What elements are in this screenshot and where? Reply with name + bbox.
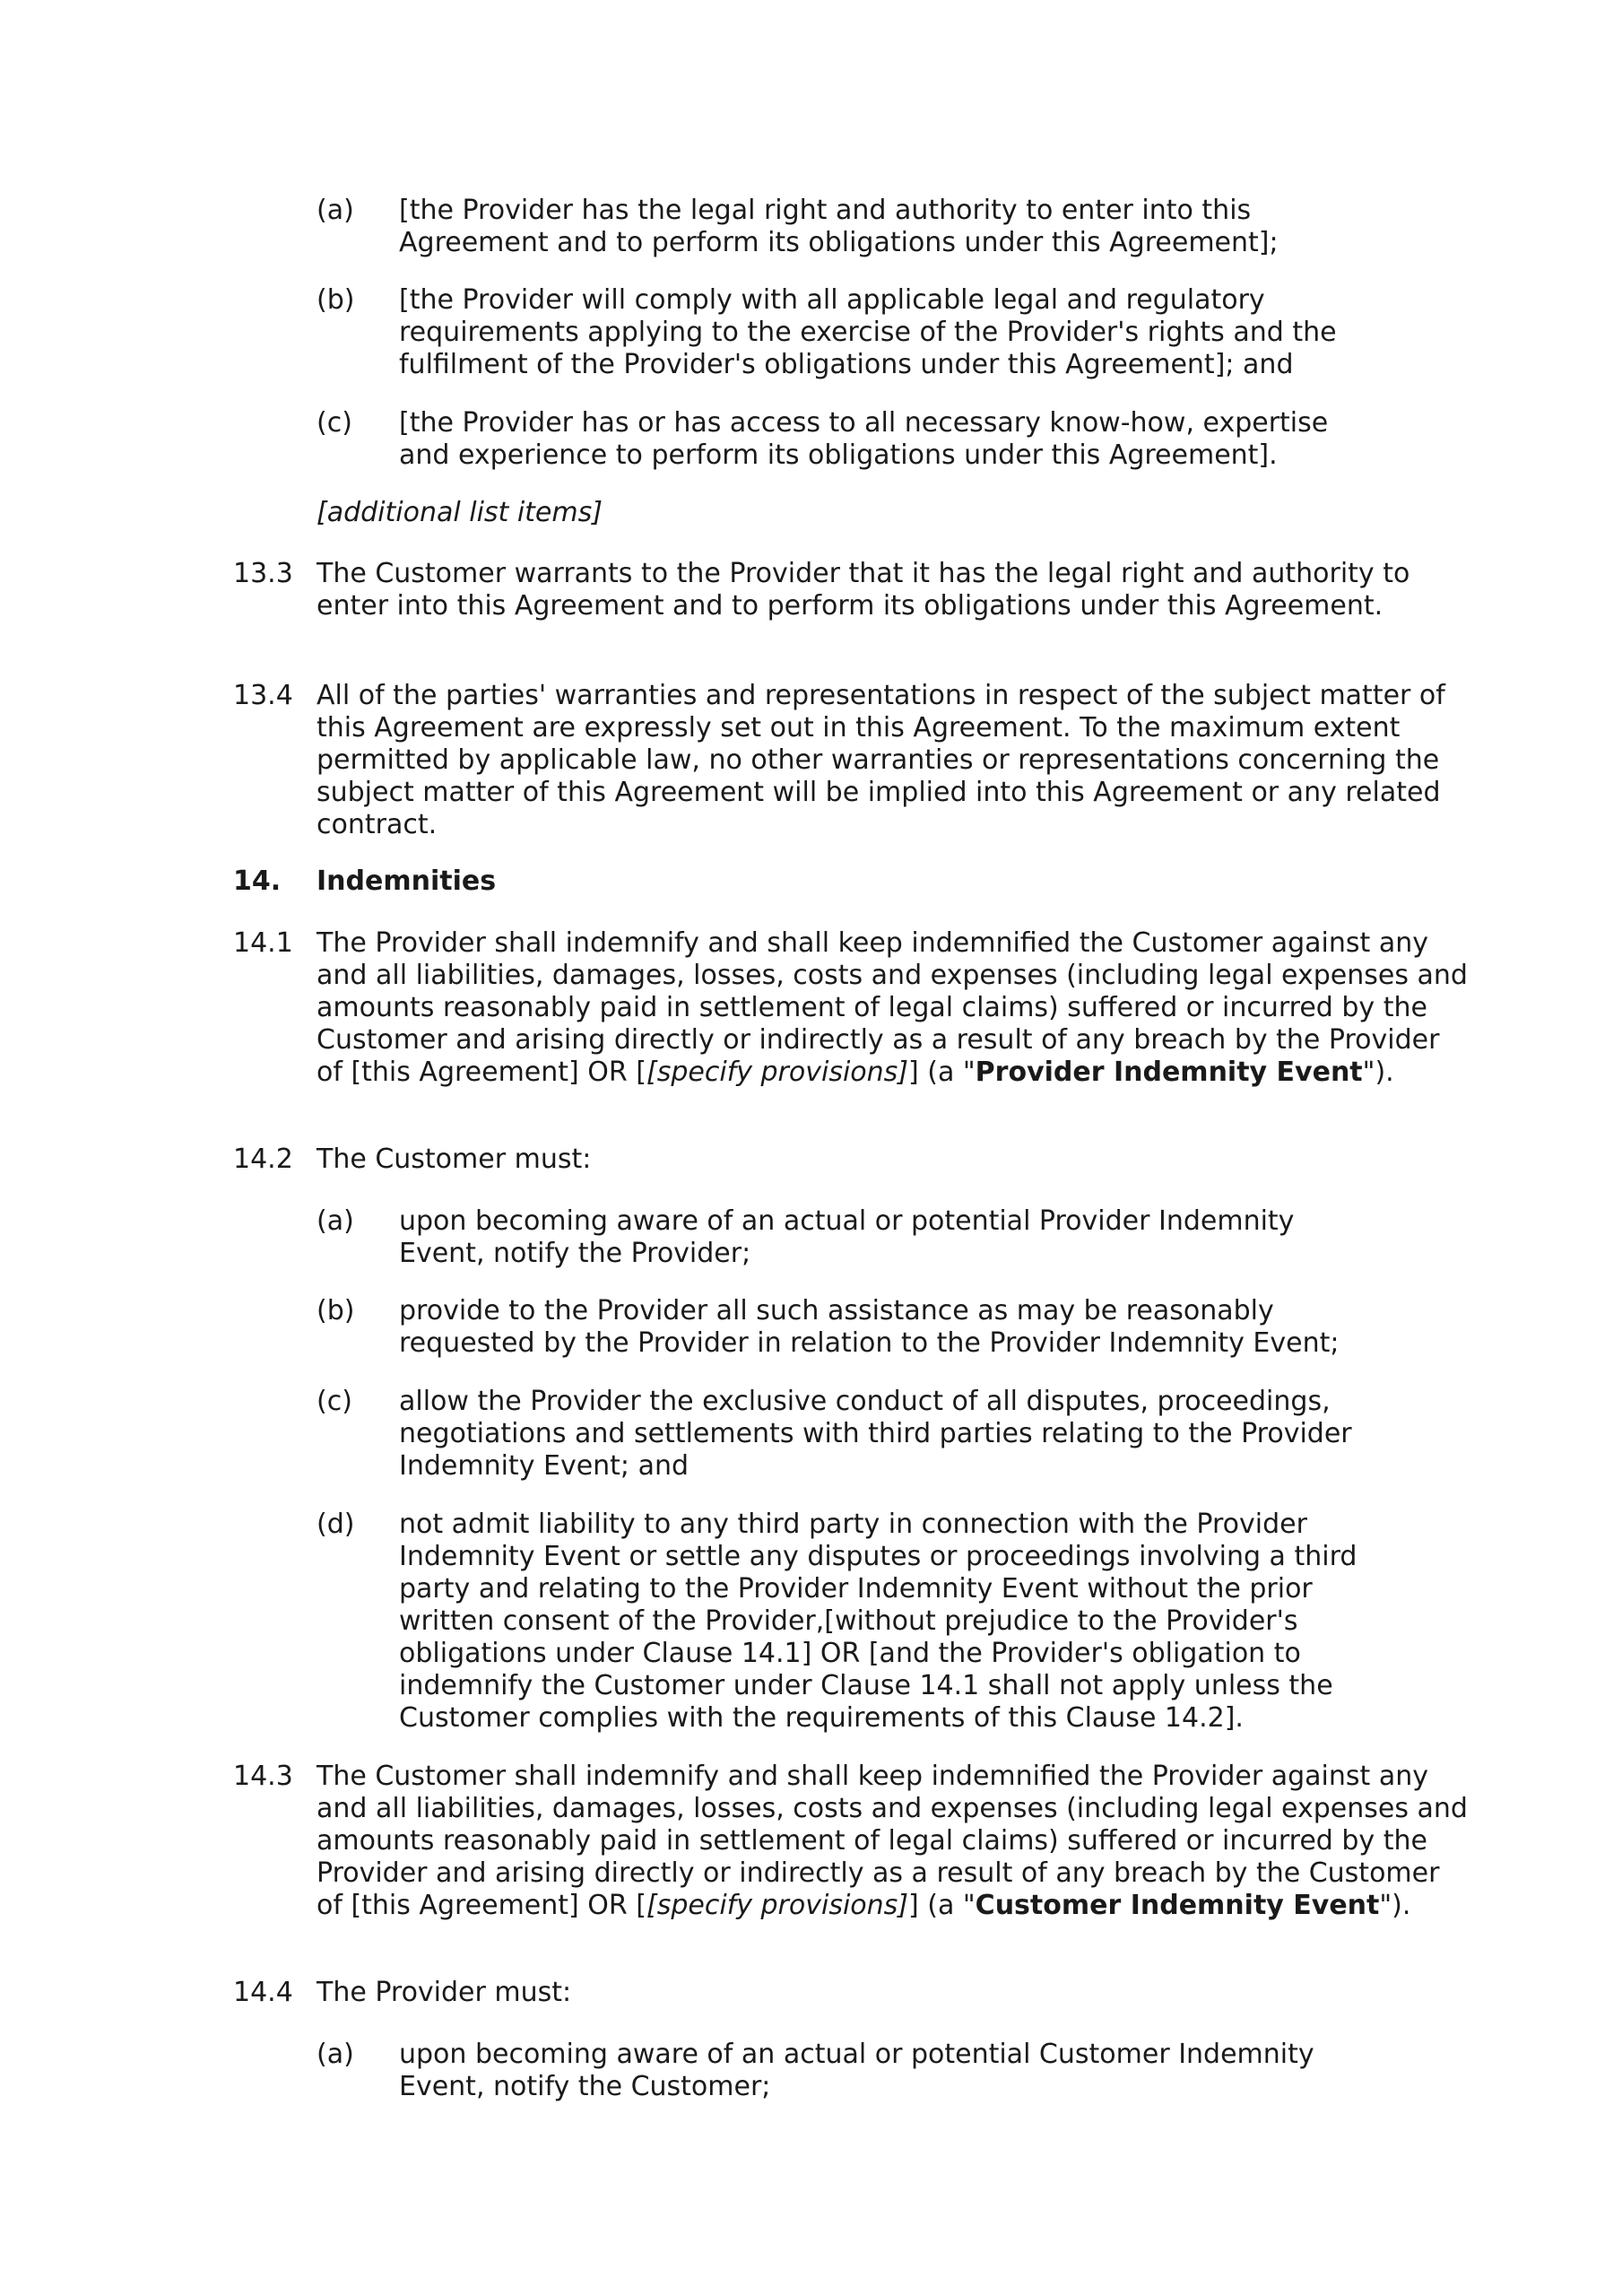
item-label: (c) [317,1386,352,1417]
item-label: (d) [317,1509,355,1540]
clause-number: 13.4 [233,680,293,711]
section-title: Indemnities [317,865,497,897]
defined-term: Provider Indemnity Event [975,1057,1363,1088]
item-text: upon becoming aware of an actual or potential Provider Indemnity Event, notify the Provider; [399,1205,1295,1269]
defined-term: Customer Indemnity Event [975,1890,1380,1921]
placeholder-text: [specify provisions] [646,1057,908,1088]
item-text: provide to the Provider all such assistance as may be reasonably requested by the Provider in relation to the Provider Indemnity Event; [399,1295,1340,1359]
item-label: (a) [317,195,354,226]
placeholder-text: [specify provisions] [646,1890,908,1921]
item-text: allow the Provider the exclusive conduct of all disputes, proceedings, negotiations and settlements with third parties relating to the Provider Indemnity Event; and [399,1386,1352,1482]
clause-number: 14.3 [233,1761,293,1792]
clause-text: The Provider must: [317,1977,572,2008]
clause-number: 13.3 [233,558,293,589]
item-text: [the Provider will comply with all applicable legal and regulatory requirements applying to the exercise of the Provider's rights and the fulfilment of the Provider's obligations under this Agreement]; and [399,284,1337,380]
item-text: [the Provider has the legal right and authority to enter into this Agreement and to perform its obligations under this Agreement]; [399,195,1279,258]
clause-number: 14.2 [233,1144,293,1175]
item-label: (b) [317,1295,355,1326]
item-text: [the Provider has or has access to all necessary know-how, expertise and experience to perform its obligations under this Agreement]. [399,407,1329,471]
item-label: (b) [317,284,355,316]
clause-text: The Customer shall indemnify and shall keep indemnified the Provider against any and all liabilities, damages, losses, costs and expenses (including legal expenses and amounts reasonably paid in settlement of legal claims) suffered or incurred by the Provider and arising directly or indirectly as a result of any breach by the Customer of [this Agreement] OR [[specify provisions]] (a "Customer Indemnity Event"). [317,1761,1468,1921]
clause-text: All of the parties' warranties and representations in respect of the subject matter of this Agreement are expressly set out in this Agreement. To the maximum extent permitted by applicable law, no other warranties or representations concerning the subject matter of this Agreement will be implied into this Agreement or any related contract. [317,680,1445,840]
item-text: not admit liability to any third party in connection with the Provider Indemnity Event or settle any disputes or proceedings involving a third party and relating to the Provider Indemnity Event without the prior written consent of the Provider,[without prejudice to the Provider's obligations under Clause 14.1] OR [and the Provider's obligation to indemnify the Customer under Clause 14.1 shall not apply unless the Customer complies with the requirements of this Clause 14.2]. [399,1509,1357,1734]
item-label: (c) [317,407,352,439]
clause-text: The Customer must: [317,1144,592,1175]
clause-number: 14.1 [233,927,293,959]
clause-text: The Customer warrants to the Provider that it has the legal right and authority to enter into this Agreement and to perform its obligations under this Agreement. [317,558,1410,622]
clause-number: 14.4 [233,1977,293,2008]
item-text: upon becoming aware of an actual or potential Customer Indemnity Event, notify the Customer; [399,2039,1314,2102]
item-label: (a) [317,2039,354,2070]
item-label: (a) [317,1205,354,1237]
clause-text: The Provider shall indemnify and shall keep indemnified the Customer against any and all liabilities, damages, losses, costs and expenses (including legal expenses and amounts reasonably paid in settlement of legal claims) suffered or incurred by the Customer and arising directly or indirectly as a result of any breach by the Provider of [this Agreement] OR [[specify provisions]] (a "Provider Indemnity Event"). [317,927,1468,1088]
additional-list-items-note: [additional list items] [317,497,603,528]
section-number: 14. [233,865,282,897]
